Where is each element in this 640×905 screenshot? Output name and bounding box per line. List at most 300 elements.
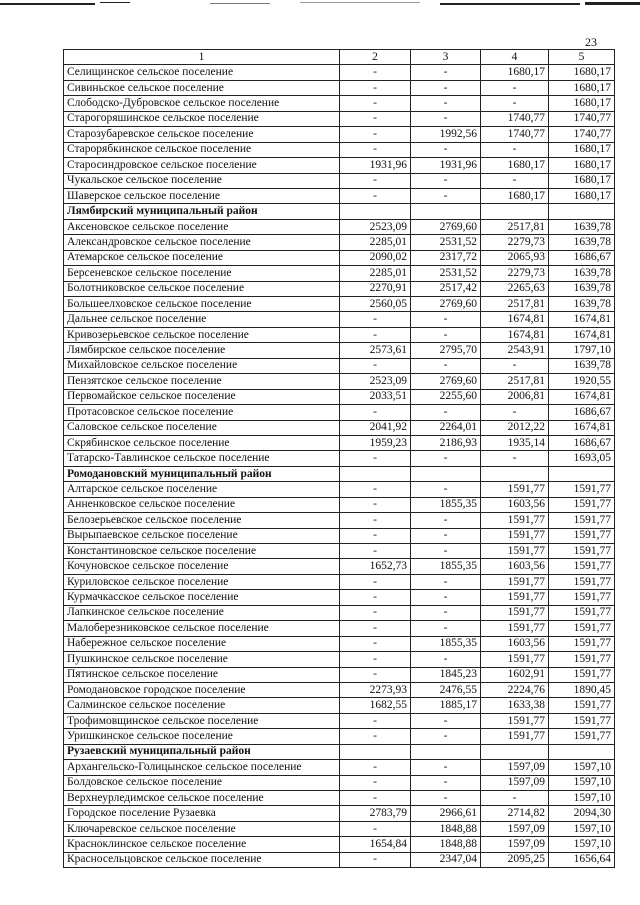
value-cell-c4: 1597,09 [481, 821, 549, 836]
value-cell-c5: 1597,10 [549, 837, 615, 852]
value-cell-c2: - [340, 173, 411, 188]
settlement-name: Пятинское сельское поселение [64, 667, 340, 682]
value-cell-c3: 1855,35 [411, 559, 481, 574]
table-row [64, 358, 615, 373]
settlement-name: Татарско-Тавлинское сельское поселение [64, 451, 340, 466]
value-cell-c3: - [411, 358, 481, 373]
table-row [64, 513, 615, 528]
settlement-name: Анненковское сельское поселение [64, 497, 340, 512]
settlement-name: Уришкинское сельское поселение [64, 729, 340, 744]
settlement-name: Верхнеурледимское сельское поселение [64, 791, 340, 806]
value-cell-c3: - [411, 65, 481, 80]
table-row [64, 652, 615, 667]
value-cell-c5: 1591,77 [549, 605, 615, 620]
value-cell-c3: 2317,72 [411, 250, 481, 265]
value-cell-c4: 2279,73 [481, 266, 549, 281]
value-cell-c3: 1885,17 [411, 698, 481, 713]
settlement-name: Старогоряшинское сельское поселение [64, 111, 340, 126]
table-row [64, 389, 615, 404]
value-cell-c2: - [340, 652, 411, 667]
value-cell-c4: 2006,81 [481, 389, 549, 404]
value-cell-c3: 2769,60 [411, 219, 481, 234]
value-cell-c4: 1674,81 [481, 327, 549, 342]
table-row [64, 760, 615, 775]
table-row [64, 528, 615, 543]
value-cell-c5: 1591,77 [549, 482, 615, 497]
value-cell-c2: - [340, 513, 411, 528]
value-cell-c5: 1591,77 [549, 544, 615, 559]
value-cell-c5: 1680,17 [549, 80, 615, 95]
empty-cell [411, 466, 481, 481]
value-cell-c3: - [411, 327, 481, 342]
value-cell-c5: 1674,81 [549, 312, 615, 327]
district-header-row [64, 744, 615, 759]
table-row [64, 281, 615, 296]
header-cell: 4 [481, 50, 549, 65]
value-cell-c3: 1845,23 [411, 667, 481, 682]
empty-cell [481, 466, 549, 481]
value-cell-c2: 1654,84 [340, 837, 411, 852]
value-cell-c5: 1591,77 [549, 713, 615, 728]
value-cell-c2: - [340, 96, 411, 111]
value-cell-c5: 1591,77 [549, 528, 615, 543]
value-cell-c4: 2265,63 [481, 281, 549, 296]
table-row [64, 235, 615, 250]
value-cell-c2: 2560,05 [340, 297, 411, 312]
value-cell-c3: 2531,52 [411, 235, 481, 250]
value-cell-c4: 2224,76 [481, 682, 549, 697]
value-cell-c2: - [340, 821, 411, 836]
table-row [64, 605, 615, 620]
table-row [64, 806, 615, 821]
table-row [64, 312, 615, 327]
value-cell-c4: 1740,77 [481, 127, 549, 142]
value-cell-c2: 1959,23 [340, 435, 411, 450]
value-cell-c5: 1639,78 [549, 281, 615, 296]
settlement-name: Трофимовщинское сельское поселение [64, 713, 340, 728]
value-cell-c2: - [340, 760, 411, 775]
header-cell: 1 [64, 50, 340, 65]
value-cell-c2: - [340, 667, 411, 682]
value-cell-c2: 2090,02 [340, 250, 411, 265]
district-name: Ромодановский муниципальный район [64, 466, 340, 481]
value-cell-c3: 2769,60 [411, 374, 481, 389]
value-cell-c2: 2285,01 [340, 235, 411, 250]
table-row [64, 559, 615, 574]
settlement-name: Берсеневское сельское поселение [64, 266, 340, 281]
value-cell-c3: - [411, 188, 481, 203]
value-cell-c4: 1591,77 [481, 605, 549, 620]
page-number: 23 [585, 35, 597, 49]
value-cell-c5: 1740,77 [549, 111, 615, 126]
value-cell-c4: 2517,81 [481, 297, 549, 312]
value-cell-c2: - [340, 791, 411, 806]
settlement-name: Протасовское сельское поселение [64, 405, 340, 420]
value-cell-c2: - [340, 590, 411, 605]
value-cell-c2: 2285,01 [340, 266, 411, 281]
value-cell-c3: - [411, 405, 481, 420]
value-cell-c5: 1686,67 [549, 250, 615, 265]
scan-artifact-strip [0, 0, 640, 14]
header-cell: 2 [340, 50, 411, 65]
value-cell-c4: 1603,56 [481, 497, 549, 512]
settlement-name: Красноклинское сельское поселение [64, 837, 340, 852]
value-cell-c5: 1591,77 [549, 574, 615, 589]
value-cell-c2: - [340, 729, 411, 744]
table-row [64, 621, 615, 636]
table-row [64, 791, 615, 806]
empty-cell [340, 744, 411, 759]
settlement-name: Ромодановское городское поселение [64, 682, 340, 697]
value-cell-c3: - [411, 96, 481, 111]
data-table [63, 49, 615, 868]
settlement-name: Городское поселение Рузаевка [64, 806, 340, 821]
value-cell-c5: 1680,17 [549, 142, 615, 157]
value-cell-c3: - [411, 111, 481, 126]
value-cell-c5: 1591,77 [549, 590, 615, 605]
value-cell-c2: - [340, 80, 411, 95]
value-cell-c3: 1855,35 [411, 497, 481, 512]
settlement-name: Малоберезниковское сельское поселение [64, 621, 340, 636]
value-cell-c4: 2517,81 [481, 219, 549, 234]
value-cell-c4: 1674,81 [481, 312, 549, 327]
value-cell-c2: - [340, 852, 411, 867]
value-cell-c3: - [411, 528, 481, 543]
value-cell-c2: - [340, 405, 411, 420]
value-cell-c5: 1686,67 [549, 435, 615, 450]
value-cell-c2: - [340, 188, 411, 203]
value-cell-c5: 1591,77 [549, 636, 615, 651]
empty-cell [411, 204, 481, 219]
table-row [64, 96, 615, 111]
empty-cell [481, 744, 549, 759]
value-cell-c4: 1603,56 [481, 559, 549, 574]
empty-cell [549, 466, 615, 481]
value-cell-c3: - [411, 713, 481, 728]
value-cell-c3: - [411, 80, 481, 95]
value-cell-c5: 1920,55 [549, 374, 615, 389]
value-cell-c4: 1633,38 [481, 698, 549, 713]
settlement-name: Салминское сельское поселение [64, 698, 340, 713]
value-cell-c2: 2041,92 [340, 420, 411, 435]
table-row [64, 327, 615, 342]
value-cell-c2: - [340, 574, 411, 589]
value-cell-c2: 2783,79 [340, 806, 411, 821]
empty-cell [549, 204, 615, 219]
value-cell-c4: 1591,77 [481, 713, 549, 728]
settlement-name: Александровское сельское поселение [64, 235, 340, 250]
district-header-row [64, 466, 615, 481]
table-row [64, 497, 615, 512]
empty-cell [481, 204, 549, 219]
settlement-name: Курмачкасское сельское поселение [64, 590, 340, 605]
value-cell-c3: - [411, 775, 481, 790]
table-row [64, 852, 615, 867]
table-row [64, 266, 615, 281]
value-cell-c2: - [340, 497, 411, 512]
settlement-name: Набережное сельское поселение [64, 636, 340, 651]
district-header-row [64, 204, 615, 219]
value-cell-c4: 1602,91 [481, 667, 549, 682]
value-cell-c4: 1591,77 [481, 652, 549, 667]
value-cell-c4: 1591,77 [481, 482, 549, 497]
settlement-name: Шаверское сельское поселение [64, 188, 340, 203]
value-cell-c3: - [411, 451, 481, 466]
value-cell-c3: - [411, 173, 481, 188]
empty-cell [340, 466, 411, 481]
value-cell-c5: 1740,77 [549, 127, 615, 142]
value-cell-c2: - [340, 142, 411, 157]
settlement-name: Слободско-Дубровское сельское поселение [64, 96, 340, 111]
table-row [64, 374, 615, 389]
value-cell-c3: - [411, 729, 481, 744]
settlement-name: Дальнее сельское поселение [64, 312, 340, 327]
value-cell-c3: - [411, 574, 481, 589]
value-cell-c2: - [340, 482, 411, 497]
value-cell-c4: 1591,77 [481, 621, 549, 636]
district-name: Лямбирский муниципальный район [64, 204, 340, 219]
value-cell-c3: - [411, 142, 481, 157]
value-cell-c4: 2095,25 [481, 852, 549, 867]
value-cell-c5: 1591,77 [549, 621, 615, 636]
value-cell-c2: 2273,93 [340, 682, 411, 697]
value-cell-c2: 2033,51 [340, 389, 411, 404]
value-cell-c2: 1682,55 [340, 698, 411, 713]
value-cell-c4: 2012,22 [481, 420, 549, 435]
value-cell-c2: - [340, 312, 411, 327]
value-cell-c5: 1890,45 [549, 682, 615, 697]
table-row [64, 111, 615, 126]
value-cell-c3: 2769,60 [411, 297, 481, 312]
settlement-name: Кочуновское сельское поселение [64, 559, 340, 574]
value-cell-c2: - [340, 544, 411, 559]
settlement-name: Аксеновское сельское поселение [64, 219, 340, 234]
value-cell-c4: 1680,17 [481, 188, 549, 203]
value-cell-c4: 2714,82 [481, 806, 549, 821]
value-cell-c5: 2094,30 [549, 806, 615, 821]
table-row [64, 482, 615, 497]
value-cell-c2: 1931,96 [340, 158, 411, 173]
table-row [64, 682, 615, 697]
value-cell-c4: 2543,91 [481, 343, 549, 358]
value-cell-c5: 1639,78 [549, 358, 615, 373]
value-cell-c2: - [340, 528, 411, 543]
value-cell-c4: 1935,14 [481, 435, 549, 450]
value-cell-c4: - [481, 791, 549, 806]
value-cell-c4: 1740,77 [481, 111, 549, 126]
settlement-name: Пушкинское сельское поселение [64, 652, 340, 667]
value-cell-c2: - [340, 636, 411, 651]
value-cell-c3: - [411, 605, 481, 620]
table-row [64, 405, 615, 420]
value-cell-c5: 1674,81 [549, 389, 615, 404]
value-cell-c2: 2573,61 [340, 343, 411, 358]
value-cell-c4: 2065,93 [481, 250, 549, 265]
value-cell-c5: 1680,17 [549, 173, 615, 188]
value-cell-c3: - [411, 482, 481, 497]
value-cell-c5: 1591,77 [549, 497, 615, 512]
settlement-name: Кривозерьевское сельское поселение [64, 327, 340, 342]
settlement-name: Большеелховское сельское поселение [64, 297, 340, 312]
value-cell-c5: 1591,77 [549, 652, 615, 667]
empty-cell [549, 744, 615, 759]
table-row [64, 698, 615, 713]
value-cell-c4: 2279,73 [481, 235, 549, 250]
settlement-name: Вырыпаевское сельское поселение [64, 528, 340, 543]
table-row [64, 173, 615, 188]
value-cell-c5: 1680,17 [549, 188, 615, 203]
value-cell-c5: 1639,78 [549, 219, 615, 234]
settlement-name: Саловское сельское поселение [64, 420, 340, 435]
value-cell-c5: 1674,81 [549, 420, 615, 435]
value-cell-c4: 1597,09 [481, 837, 549, 852]
table-row [64, 127, 615, 142]
value-cell-c3: 2255,60 [411, 389, 481, 404]
settlement-name: Селищинское сельское поселение [64, 65, 340, 80]
value-cell-c2: 1652,73 [340, 559, 411, 574]
value-cell-c4: - [481, 405, 549, 420]
value-cell-c4: 1603,56 [481, 636, 549, 651]
value-cell-c4: 1591,77 [481, 528, 549, 543]
value-cell-c5: 1639,78 [549, 266, 615, 281]
value-cell-c5: 1656,64 [549, 852, 615, 867]
settlement-name: Алтарское сельское поселение [64, 482, 340, 497]
value-cell-c3: - [411, 513, 481, 528]
value-cell-c5: 1597,10 [549, 791, 615, 806]
value-cell-c3: - [411, 312, 481, 327]
settlement-name: Сивиньское сельское поселение [64, 80, 340, 95]
value-cell-c5: 1639,78 [549, 235, 615, 250]
table-row [64, 297, 615, 312]
value-cell-c2: - [340, 775, 411, 790]
value-cell-c2: - [340, 111, 411, 126]
value-cell-c4: - [481, 173, 549, 188]
value-cell-c3: 2476,55 [411, 682, 481, 697]
table-body [64, 65, 615, 868]
table-row [64, 544, 615, 559]
settlement-name: Михайловское сельское поселение [64, 358, 340, 373]
table-row [64, 574, 615, 589]
empty-cell [411, 744, 481, 759]
value-cell-c2: - [340, 451, 411, 466]
settlement-name: Старозубаревское сельское поселение [64, 127, 340, 142]
table-row [64, 158, 615, 173]
table-row [64, 775, 615, 790]
value-cell-c2: 2523,09 [340, 219, 411, 234]
value-cell-c3: - [411, 791, 481, 806]
table-row [64, 590, 615, 605]
value-cell-c4: 1591,77 [481, 729, 549, 744]
table-row [64, 713, 615, 728]
value-cell-c4: - [481, 451, 549, 466]
table-row [64, 420, 615, 435]
value-cell-c2: 2270,91 [340, 281, 411, 296]
value-cell-c4: 1591,77 [481, 513, 549, 528]
value-cell-c3: - [411, 590, 481, 605]
settlement-name: Куриловское сельское поселение [64, 574, 340, 589]
table-row [64, 435, 615, 450]
value-cell-c4: 1597,09 [481, 760, 549, 775]
value-cell-c5: 1591,77 [549, 698, 615, 713]
value-cell-c4: 1591,77 [481, 574, 549, 589]
empty-cell [340, 204, 411, 219]
value-cell-c4: - [481, 142, 549, 157]
settlement-name: Чукальское сельское поселение [64, 173, 340, 188]
table-row [64, 667, 615, 682]
value-cell-c5: 1591,77 [549, 667, 615, 682]
settlement-name: Скрябинское сельское поселение [64, 435, 340, 450]
header-cell: 3 [411, 50, 481, 65]
value-cell-c3: - [411, 652, 481, 667]
value-cell-c5: 1680,17 [549, 96, 615, 111]
value-cell-c5: 1680,17 [549, 65, 615, 80]
value-cell-c4: - [481, 96, 549, 111]
value-cell-c5: 1597,10 [549, 821, 615, 836]
value-cell-c2: - [340, 621, 411, 636]
settlement-name: Лямбирское сельское поселение [64, 343, 340, 358]
settlement-name: Первомайское сельское поселение [64, 389, 340, 404]
table-row [64, 65, 615, 80]
table-row [64, 837, 615, 852]
value-cell-c3: - [411, 544, 481, 559]
value-cell-c2: - [340, 358, 411, 373]
value-cell-c4: 1591,77 [481, 590, 549, 605]
value-cell-c2: - [340, 605, 411, 620]
value-cell-c3: 2517,42 [411, 281, 481, 296]
value-cell-c3: 2795,70 [411, 343, 481, 358]
settlement-name: Болдовское сельское поселение [64, 775, 340, 790]
value-cell-c2: 2523,09 [340, 374, 411, 389]
value-cell-c5: 1680,17 [549, 158, 615, 173]
value-cell-c4: 1680,17 [481, 65, 549, 80]
value-cell-c5: 1797,10 [549, 343, 615, 358]
settlement-name: Архангельско-Голицынское сельское поселение [64, 760, 340, 775]
value-cell-c5: 1597,10 [549, 775, 615, 790]
table-row [64, 250, 615, 265]
table-row [64, 219, 615, 234]
district-name: Рузаевский муниципальный район [64, 744, 340, 759]
settlement-name: Болотниковское сельское поселение [64, 281, 340, 296]
table-row [64, 451, 615, 466]
table-row [64, 729, 615, 744]
value-cell-c5: 1591,77 [549, 729, 615, 744]
settlement-name: Старорябкинское сельское поселение [64, 142, 340, 157]
value-cell-c4: 1680,17 [481, 158, 549, 173]
value-cell-c5: 1591,77 [549, 559, 615, 574]
settlement-name: Белозерьевское сельское поселение [64, 513, 340, 528]
value-cell-c4: 2517,81 [481, 374, 549, 389]
value-cell-c4: 1591,77 [481, 544, 549, 559]
table-row [64, 188, 615, 203]
value-cell-c3: 2347,04 [411, 852, 481, 867]
settlement-name: Старосиндровское сельское поселение [64, 158, 340, 173]
value-cell-c3: 1855,35 [411, 636, 481, 651]
value-cell-c5: 1591,77 [549, 513, 615, 528]
value-cell-c5: 1693,05 [549, 451, 615, 466]
table-header-row [64, 50, 615, 65]
value-cell-c3: 2531,52 [411, 266, 481, 281]
table-row [64, 142, 615, 157]
settlement-name: Атемарское сельское поселение [64, 250, 340, 265]
value-cell-c3: 1848,88 [411, 821, 481, 836]
table-row [64, 343, 615, 358]
value-cell-c2: - [340, 327, 411, 342]
value-cell-c3: 2966,61 [411, 806, 481, 821]
value-cell-c2: - [340, 127, 411, 142]
value-cell-c4: - [481, 80, 549, 95]
value-cell-c3: 2186,93 [411, 435, 481, 450]
value-cell-c5: 1674,81 [549, 327, 615, 342]
